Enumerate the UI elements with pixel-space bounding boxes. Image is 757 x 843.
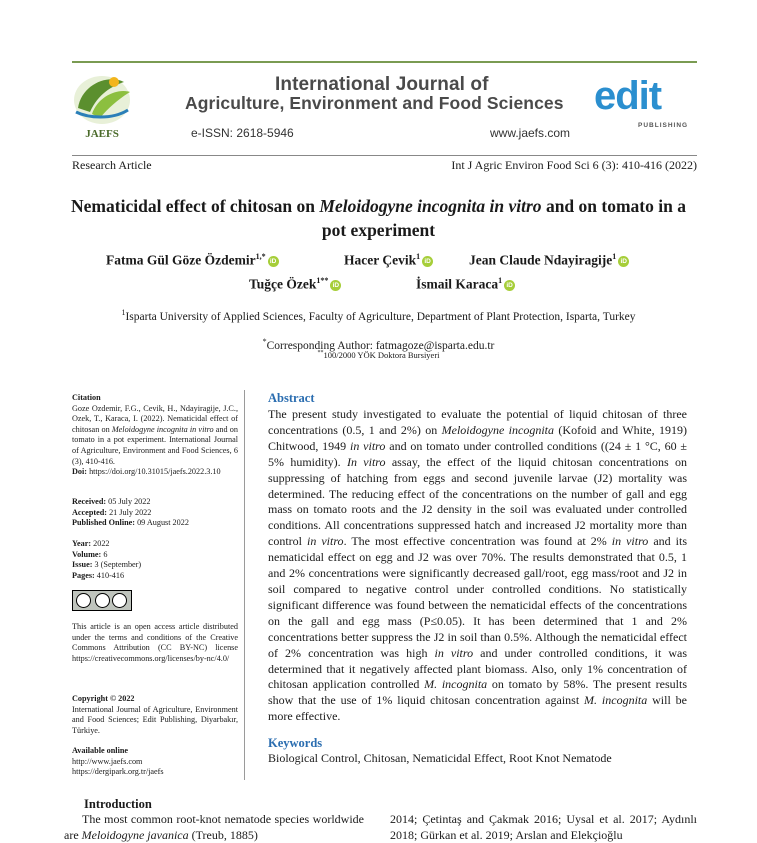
author-name: Jean Claude Ndayiragije bbox=[469, 252, 613, 268]
doi-label: Doi: bbox=[72, 467, 88, 477]
journal-logo bbox=[68, 68, 136, 143]
nc-icon bbox=[112, 593, 127, 608]
abstract-run: will be more effective. bbox=[268, 693, 687, 724]
received-date: 05 July 2022 bbox=[106, 497, 151, 506]
intro-run: The most common root-knot nematode species worldwide are bbox=[64, 812, 364, 842]
abstract-run: assay, the effect of the liquid chitosan concentrations on suppressing of hatching from eggs and second juvenile larvae (J2) mortality was determined. The reducing effect of the concentrations on the number of gall and egg mass on tomato roots and the J2 density in the soil was evaluated under controlled conditions. All concentrations suppressed hatch and increased J2 mortality more than control bbox=[268, 454, 688, 549]
title-part1: Nematicidal effect of chitosan on bbox=[71, 196, 320, 216]
available-link-2[interactable]: https://dergipark.org.tr/jaefs bbox=[72, 767, 164, 777]
year-label: Year: bbox=[72, 539, 92, 548]
author-sup: 1** bbox=[316, 276, 329, 285]
abstract-heading: Abstract bbox=[268, 391, 315, 405]
title-part2: and on tomato in a pot experiment bbox=[321, 196, 686, 240]
citation-heading: Citation bbox=[72, 393, 101, 402]
accepted-date: 21 July 2022 bbox=[107, 507, 152, 517]
sidebar-dates bbox=[72, 497, 238, 529]
leaf-globe-icon bbox=[68, 68, 136, 128]
keywords-text: Biological Control, Chitosan, Nematicidal Effect, Root Knot Nematode bbox=[268, 751, 612, 765]
scholarship-note bbox=[60, 350, 697, 360]
cc-license-badge[interactable] bbox=[72, 590, 132, 615]
abstract-italic: In vitro bbox=[346, 454, 386, 469]
published-label: Published Online: bbox=[72, 518, 136, 528]
article-meta-rule bbox=[72, 155, 697, 156]
author-sup: 1 bbox=[612, 252, 617, 261]
author-name: Fatma Gül Göze Özdemir bbox=[106, 252, 256, 268]
volume-label: Volume: bbox=[72, 549, 102, 559]
issue-value: 3 (September) bbox=[92, 560, 142, 570]
scholar-text: 100/2000 YÖK Doktora Bursiyeri bbox=[323, 350, 440, 360]
sidebar-issue bbox=[72, 539, 238, 581]
issn: e-ISSN: 2618-5946 bbox=[191, 126, 294, 140]
citation-text: Goze Ozdemir, F.G., Cevik, H., Ndayiragije, J.C., Ozek, T., Karaca, I. (2022). Nematicidal effect of chitosan on bbox=[72, 403, 238, 434]
issue-label: Issue: bbox=[72, 560, 93, 570]
abstract-run: and on tomato under controlled conditions ((24 ± 1 °C, 60 ± 5% humidity). bbox=[268, 438, 687, 469]
author-name: Tuğçe Özek bbox=[249, 276, 317, 292]
license-badge-label: cc BY NC bbox=[73, 610, 91, 615]
author-2 bbox=[344, 252, 433, 269]
abstract-italic: in vitro bbox=[350, 438, 386, 453]
abstract-text bbox=[268, 407, 687, 725]
abstract-italic: M. incognita bbox=[424, 677, 488, 692]
sidebar-citation bbox=[72, 393, 238, 478]
author-3 bbox=[469, 252, 629, 269]
intro-run: (Treub, 1885) bbox=[188, 827, 258, 842]
affiliation-sup: 1 bbox=[121, 308, 126, 317]
copyright-text: International Journal of Agriculture, Environment and Food Sciences; Edit Publishing, Diyarbakır, Türkiye. bbox=[72, 704, 238, 735]
abstract-italic: Meloidogyne incognita bbox=[441, 422, 555, 437]
author-5 bbox=[416, 276, 515, 293]
sidebar-copyright bbox=[72, 694, 238, 736]
title-italic: Meloidogyne incognita in vitro bbox=[319, 196, 542, 216]
sidebar-available bbox=[72, 746, 238, 778]
abstract-italic: in vitro bbox=[307, 534, 344, 549]
intro-column-2: 2014; Çetintaş and Çakmak 2016; Uysal et al. 2017; Aydınlı 2018; Gürkan et al. 2019; Arslan and Elekçioğlu bbox=[390, 812, 697, 842]
abstract-italic: M. incognita bbox=[584, 693, 648, 708]
orcid-icon[interactable]: iD bbox=[504, 280, 515, 291]
year-value: 2022 bbox=[91, 539, 110, 548]
orcid-icon[interactable]: iD bbox=[422, 256, 433, 267]
orcid-icon[interactable]: iD bbox=[268, 256, 279, 267]
logo-text: JAEFS bbox=[85, 128, 119, 140]
citation-line: Int J Agric Environ Food Sci 6 (3): 410-416 (2022) bbox=[451, 158, 697, 172]
article-title bbox=[60, 194, 697, 242]
citation-text-2: and on tomato in a pot experiment. International Journal of Agriculture, Environment and Food Sciences, 6 (3), 410-416. bbox=[72, 424, 238, 466]
accepted-label: Accepted: bbox=[72, 507, 108, 517]
received-label: Received: bbox=[72, 497, 107, 506]
header-rule bbox=[72, 61, 697, 63]
affiliation-text: Isparta University of Applied Sciences, Faculty of Agriculture, Department of Plant Protection, Isparta, Turkey bbox=[125, 310, 636, 323]
published-date: 09 August 2022 bbox=[135, 518, 189, 528]
publisher-logo bbox=[590, 74, 700, 130]
copyright-heading: Copyright © 2022 bbox=[72, 694, 135, 703]
abstract-italic: in vitro bbox=[611, 534, 649, 549]
author-name: İsmail Karaca bbox=[416, 276, 499, 292]
volume-value: 6 bbox=[101, 549, 108, 559]
cc-icon bbox=[76, 593, 91, 608]
orcid-icon[interactable]: iD bbox=[330, 280, 341, 291]
author-4 bbox=[249, 276, 341, 293]
pages-label: Pages: bbox=[72, 570, 95, 580]
journal-title-line2: Agriculture, Environment and Food Sciences bbox=[185, 93, 564, 113]
publisher-word: edit bbox=[594, 74, 662, 118]
pages-value: 410-416 bbox=[94, 570, 125, 580]
by-icon bbox=[95, 593, 110, 608]
scholar-sup: ** bbox=[317, 350, 324, 357]
author-sup: 1 bbox=[498, 276, 503, 285]
keywords-heading: Keywords bbox=[268, 736, 323, 750]
introduction-heading: Introduction bbox=[84, 797, 152, 811]
sidebar-divider bbox=[244, 390, 245, 780]
intro-italic: Meloidogyne javanica bbox=[81, 827, 189, 842]
abstract-run: on tomato by 58%. The present results show that the use of 1% liquid chitosan concentration against bbox=[268, 677, 687, 708]
abstract-run: and its nematicidal effect on egg and J2 was over 70%. The results demonstrated that 0.5, 1 and 2% concentrations were significantly decreased gall/root, egg mass/root and J2 in soil compared to negative control under controlled conditions. No statistically significant difference was found between the nematicidal effects of the concentrations on the gall and egg mass (P≤0.05). It has been determined that 1 and 2% concentrations better suppress the J2 in soil than 0.5%. Although the nematicidal effect of 2% concentration was high bbox=[268, 534, 687, 660]
corr-sup: * bbox=[262, 337, 267, 346]
abstract-run: The present study investigated to evaluate the potential of liquid chitosan of three concentrations (0.5, 1 and 2%) on bbox=[268, 407, 687, 437]
author-sup: 1,* bbox=[255, 252, 266, 261]
doi-link[interactable]: https://doi.org/10.31015/jaefs.2022.3.10 bbox=[87, 467, 221, 477]
abstract-italic: in vitro bbox=[434, 645, 474, 660]
license-text: This article is an open access article distributed under the terms and conditions of the Creative Commons Attribution (CC BY-NC) license https://creativecommons.org/licenses/by-nc/4.0/ bbox=[72, 622, 238, 663]
author-sup: 1 bbox=[416, 252, 421, 261]
available-link-1[interactable]: http://www.jaefs.com bbox=[72, 756, 143, 766]
abstract-run: and under controlled conditions, it was determined that it negatively affected plant biomass. Also, only 1% concentration of chitosan application controlled bbox=[268, 645, 687, 692]
journal-title-line1: International Journal of bbox=[275, 74, 489, 95]
publisher-sub: PUBLISHING bbox=[638, 122, 689, 129]
author-name: Hacer Çevik bbox=[344, 252, 417, 268]
available-heading: Available online bbox=[72, 746, 129, 755]
affiliation bbox=[60, 308, 697, 323]
author-1 bbox=[106, 252, 279, 269]
abstract-run: (Kofoid and White, 1919) Chitwood, 1949 bbox=[268, 422, 687, 453]
article-type: Research Article bbox=[72, 158, 152, 172]
citation-italic: Meloidogyne incognita in vitro bbox=[111, 424, 214, 434]
orcid-icon[interactable]: iD bbox=[618, 256, 629, 267]
corr-text: Corresponding Author: fatmagoze@isparta.edu.tr bbox=[266, 339, 495, 352]
journal-website[interactable]: www.jaefs.com bbox=[490, 126, 571, 140]
intro-column-1 bbox=[64, 812, 364, 843]
abstract-run: . The most effective concentration was found at 2% bbox=[343, 534, 612, 549]
